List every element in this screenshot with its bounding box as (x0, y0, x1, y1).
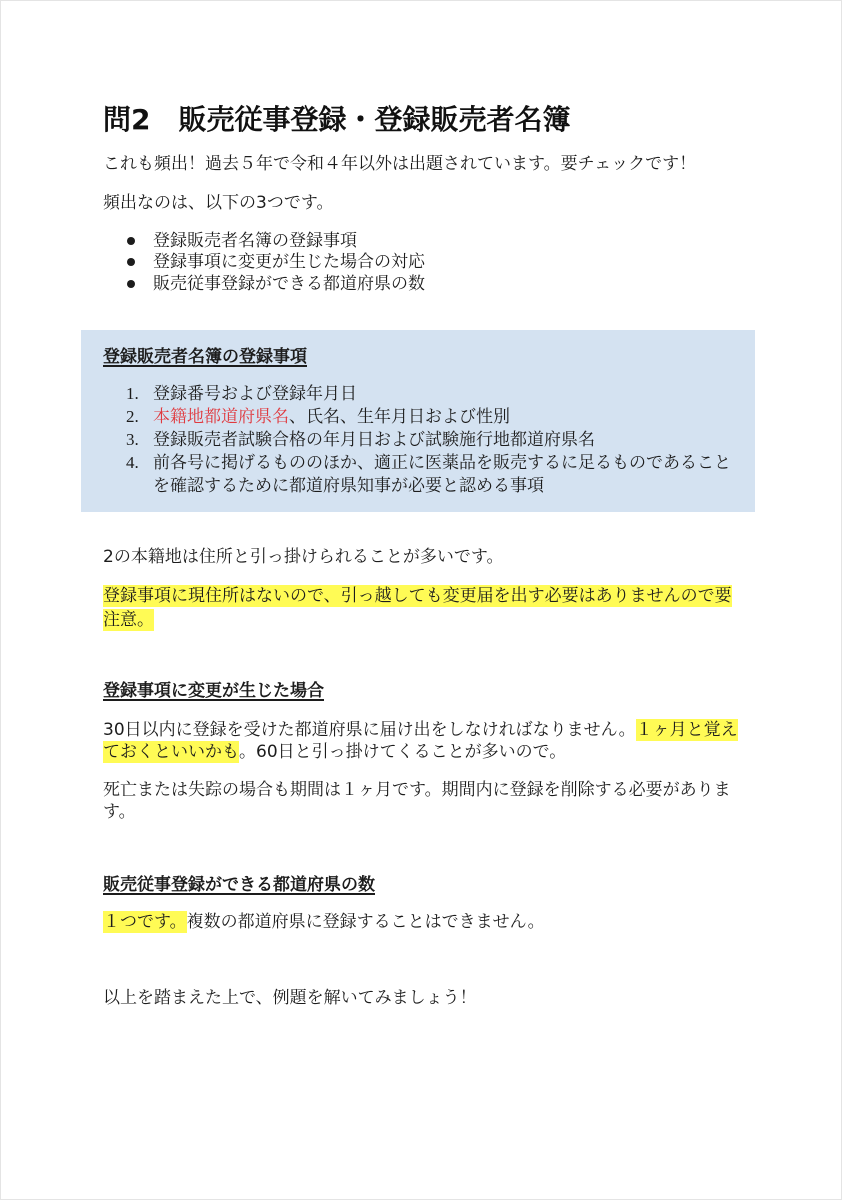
highlight-text: ておくといいかも (103, 742, 239, 762)
highlight-text: 登録事項に現住所はないので、引っ越しても変更届を出す必要はありませんので要 (103, 586, 732, 606)
change-p1-line-2 (103, 741, 566, 763)
list-item: 登録販売者試験合格の年月日および試験施行地都道府県名 (153, 430, 595, 450)
note-highlight-line-2 (103, 609, 154, 631)
plain-text: 複数の都道府県に登録することはできません。 (186, 912, 545, 932)
list-number: 4. (126, 453, 139, 472)
count-paragraph (103, 911, 545, 933)
bullet-dot-icon (127, 258, 135, 266)
section-heading-change: 登録事項に変更が生じた場合 (103, 681, 324, 701)
bullet-dot-icon (127, 237, 135, 245)
change-p2-line-1: 死亡または失踪の場合も期間は１ヶ月です。期間内に登録を削除する必要がありま (103, 780, 731, 800)
red-emphasis: 本籍地都道府県名 (153, 407, 289, 427)
highlight-text: １ヶ月と覚え (635, 720, 738, 740)
note-highlight-line-1 (103, 585, 732, 607)
intro-line-2: 頻出なのは、以下の3つです。 (103, 193, 334, 213)
bullet-item: 販売従事登録ができる都道府県の数 (153, 274, 425, 294)
note-text: 2の本籍地は住所と引っ掛けられることが多いです。 (103, 547, 504, 567)
list-item-line-2: を確認するために都道府県知事が必要と認める事項 (153, 476, 544, 496)
bullet-item: 登録販売者名簿の登録事項 (153, 231, 357, 251)
change-p1-line-1 (103, 719, 738, 741)
list-item-line-1: 前各号に掲げるもののほか、適正に医薬品を販売するに足るものであること (153, 453, 731, 473)
highlight-text: １つです。 (103, 912, 187, 932)
closing-text: 以上を踏まえた上で、例題を解いてみましょう！ (103, 988, 477, 1008)
list-number: 1. (126, 384, 139, 403)
list-item: 登録番号および登録年月日 (153, 384, 357, 404)
box-heading: 登録販売者名簿の登録事項 (103, 347, 307, 367)
change-p2-line-2: す。 (103, 802, 136, 822)
page-title: 問2 販売従事登録・登録販売者名簿 (103, 103, 571, 136)
intro-line-1: これも頻出！過去５年で令和４年以外は出題されています。要チェックです！ (103, 154, 697, 174)
bullet-item: 登録事項に変更が生じた場合の対応 (153, 252, 425, 272)
plain-text: 。60日と引っ掛けてくることが多いので。 (239, 742, 567, 762)
list-item-rest: 、氏名、生年月日および性別 (289, 407, 510, 427)
highlight-text: 注意。 (103, 610, 154, 630)
section-heading-count: 販売従事登録ができる都道府県の数 (103, 875, 375, 895)
list-number: 2. (126, 407, 139, 426)
plain-text: 30日以内に登録を受けた都道府県に届け出をしなければなりません。 (103, 720, 636, 740)
list-number: 3. (126, 430, 139, 449)
list-item (153, 406, 510, 428)
bullet-dot-icon (127, 280, 135, 288)
